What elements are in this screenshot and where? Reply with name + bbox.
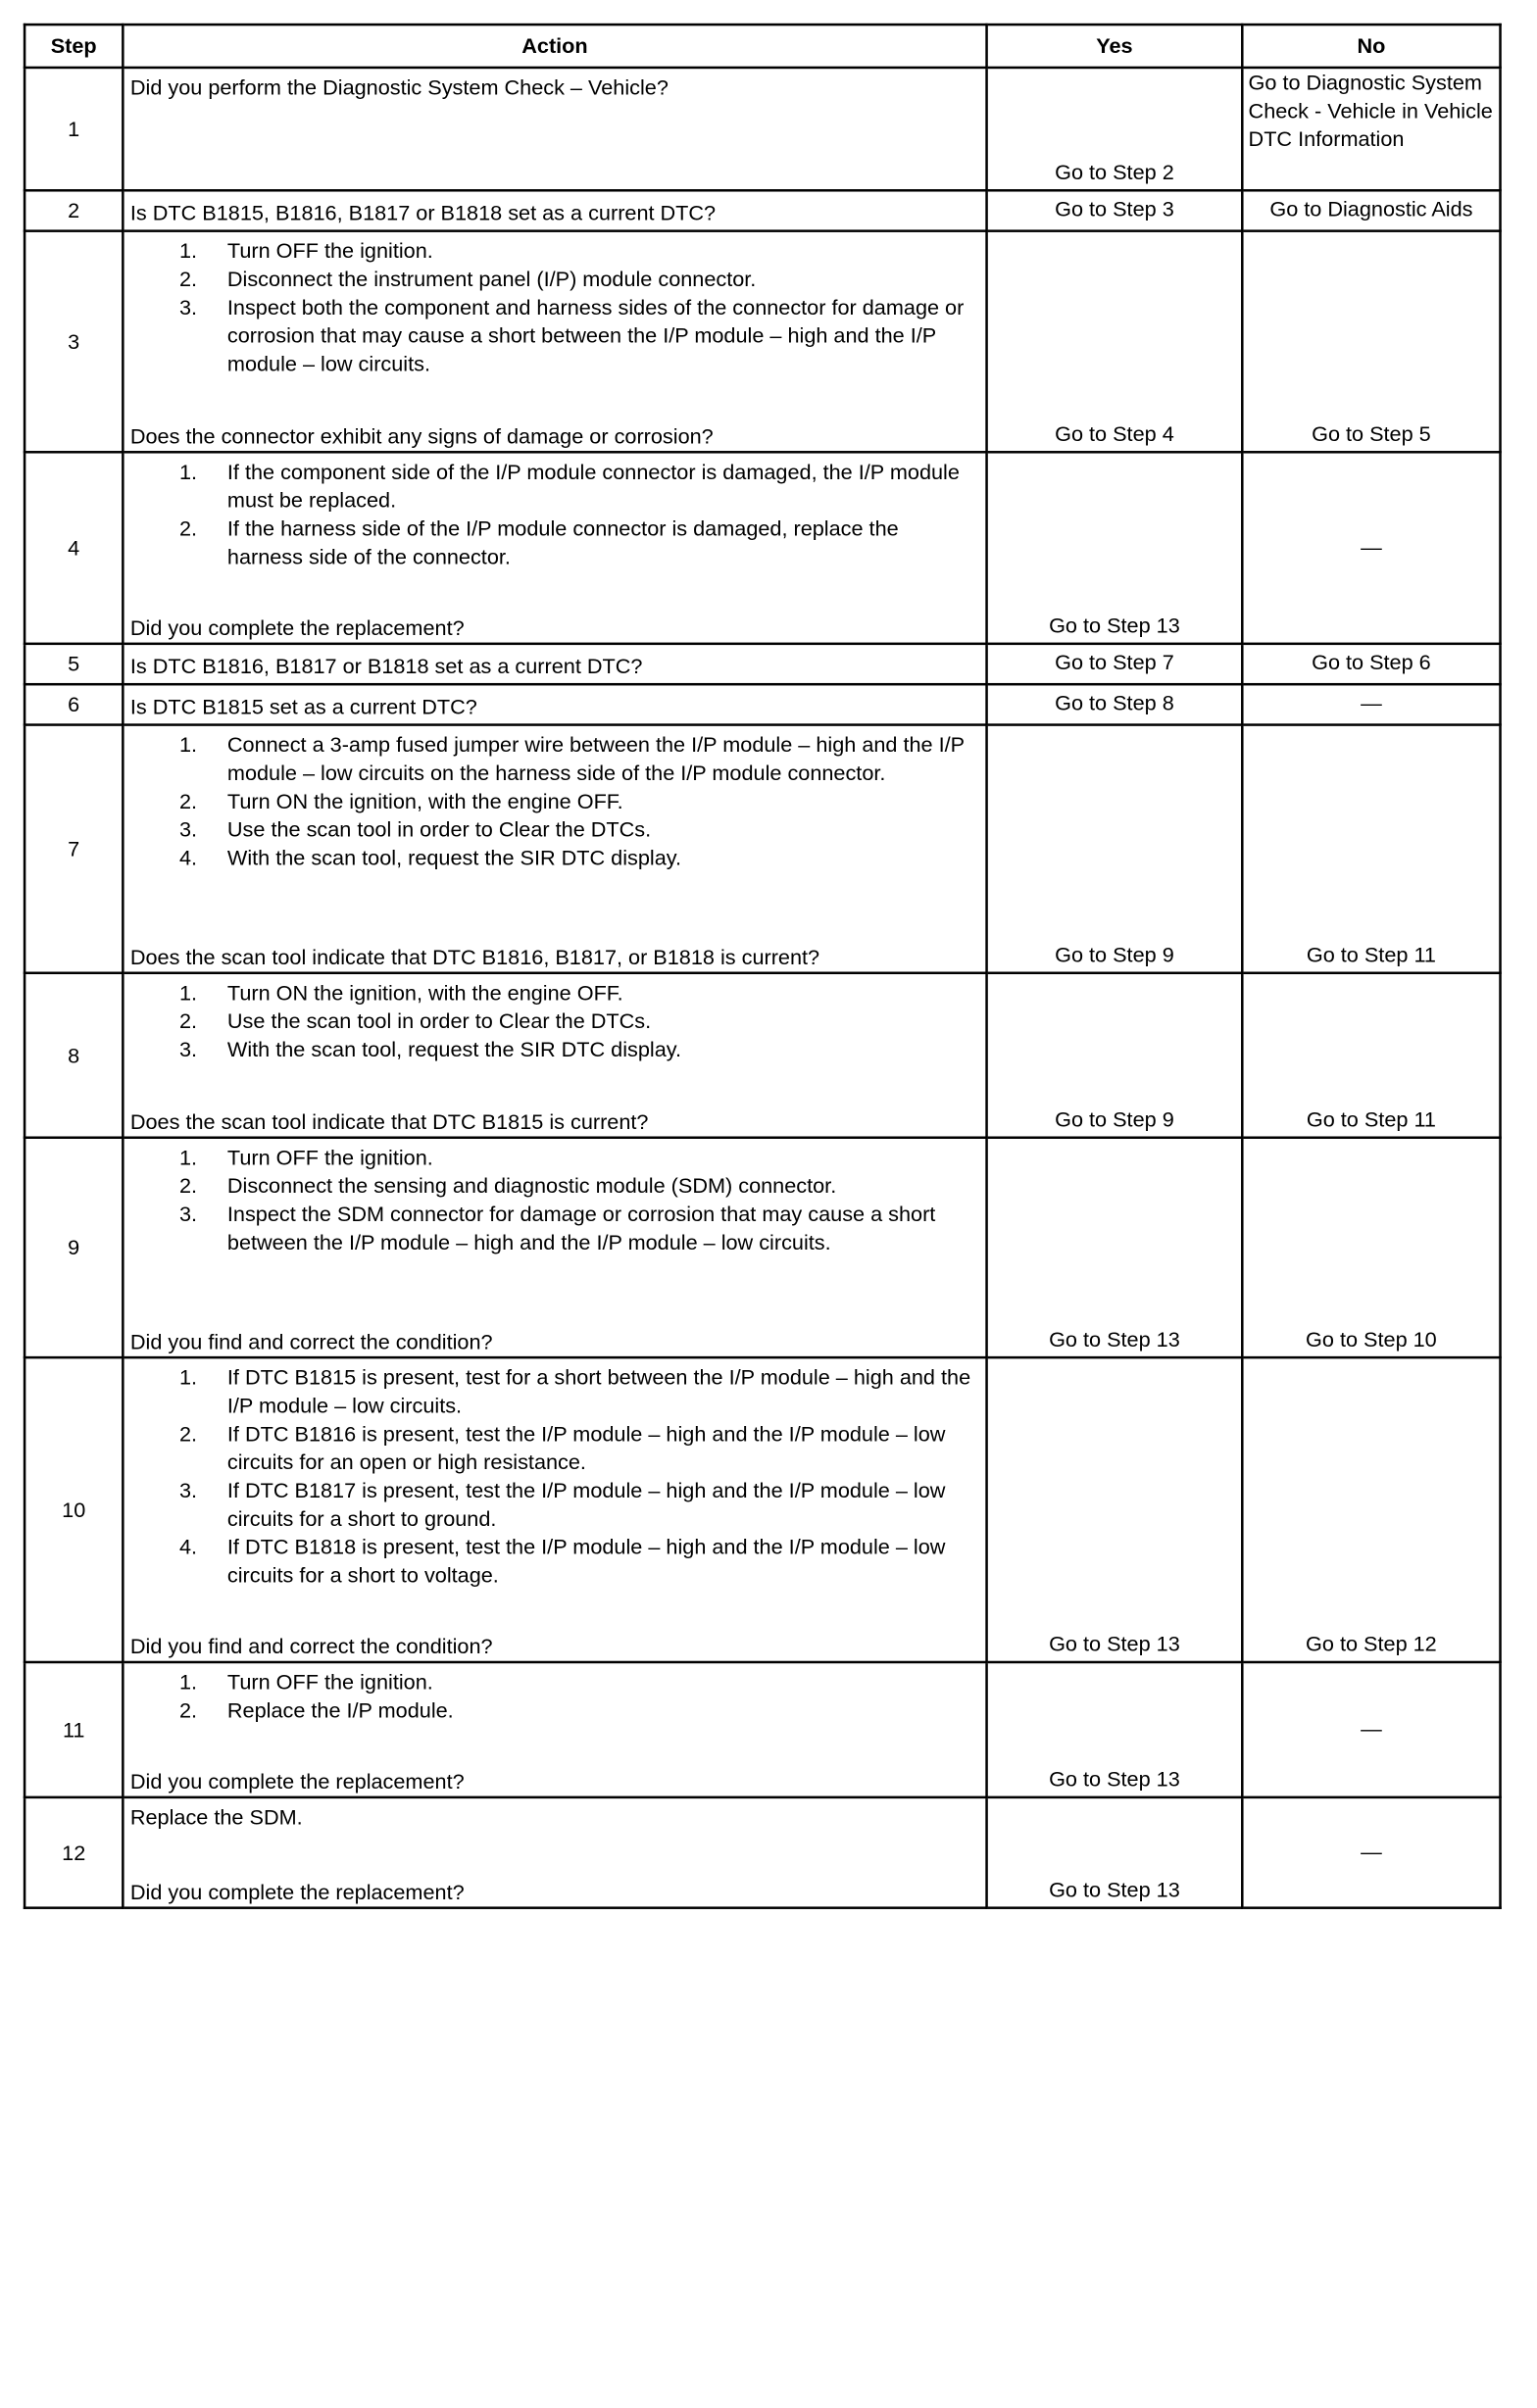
table-body — [25, 68, 1500, 1908]
no-cell — [1242, 1662, 1500, 1797]
no-link[interactable]: Go to Step 5 — [1312, 420, 1431, 447]
no-cell — [1242, 1138, 1500, 1357]
header-step: Step — [25, 25, 123, 68]
action-item — [130, 979, 978, 1007]
step-number: 11 — [25, 1662, 123, 1797]
table-row — [25, 1797, 1500, 1908]
action-item — [130, 844, 978, 872]
no-link: — — [1361, 690, 1382, 715]
no-cell — [1242, 1797, 1500, 1908]
action-cell — [123, 68, 986, 190]
step-number: 10 — [25, 1357, 123, 1662]
action-item-text: With the scan tool, request the SIR DTC display. — [226, 1036, 682, 1062]
action-list — [130, 237, 978, 378]
action-cell — [123, 644, 986, 684]
no-link: — — [1361, 533, 1382, 559]
action-item-number: 1. — [179, 1145, 198, 1170]
header-action: Action — [123, 25, 986, 68]
yes-link[interactable]: Go to Step 4 — [1055, 420, 1174, 447]
action-cell — [123, 190, 986, 230]
no-cell — [1242, 1357, 1500, 1662]
table-row — [25, 1357, 1500, 1662]
action-item — [130, 294, 978, 378]
yes-cell — [987, 1138, 1243, 1357]
action-item-number: 3. — [179, 294, 198, 319]
yes-link[interactable]: Go to Step 13 — [1049, 1766, 1180, 1792]
action-item — [130, 1668, 978, 1696]
action-item-text: If the component side of the I/P module connector is damaged, the I/P module must be replaced. — [226, 459, 960, 513]
action-item-text: If DTC B1815 is present, test for a short between the I/P module – high and the I/P module – low circuits. — [226, 1364, 971, 1418]
action-question: Does the scan tool indicate that DTC B1816, B1817, or B1818 is current? — [129, 944, 820, 970]
yes-link[interactable]: Go to Step 13 — [1049, 613, 1180, 638]
action-cell — [123, 973, 986, 1138]
action-item-number: 2. — [179, 516, 198, 541]
step-number: 5 — [25, 644, 123, 684]
action-item — [130, 1363, 978, 1420]
action-question: Did you perform the Diagnostic System Check – Vehicle? — [129, 74, 669, 100]
step-number: 6 — [25, 684, 123, 724]
action-item-number: 1. — [179, 980, 198, 1006]
action-item — [130, 459, 978, 516]
no-link[interactable]: Go to Step 12 — [1306, 1631, 1437, 1656]
yes-cell — [987, 452, 1243, 644]
action-item-text: Use the scan tool in order to Clear the DTCs. — [226, 1008, 652, 1034]
action-question: Did you complete the replacement? — [129, 1769, 465, 1794]
action-list — [130, 979, 978, 1063]
action-item-text: If DTC B1816 is present, test the I/P module – high and the I/P module – low circuits for an open or high resistance. — [226, 1421, 946, 1475]
action-list — [130, 459, 978, 571]
action-item — [130, 1696, 978, 1725]
action-item-number: 3. — [179, 1477, 198, 1503]
action-item — [130, 1201, 978, 1257]
table-row — [25, 231, 1500, 453]
table-row — [25, 452, 1500, 644]
no-link[interactable]: Go to Step 10 — [1306, 1326, 1437, 1351]
action-list — [130, 1668, 978, 1725]
header-yes: Yes — [987, 25, 1243, 68]
step-number: 9 — [25, 1138, 123, 1357]
action-item — [130, 1533, 978, 1590]
action-item-text: Turn OFF the ignition. — [226, 1669, 433, 1695]
action-item — [130, 1172, 978, 1201]
yes-cell — [987, 190, 1243, 230]
table-row — [25, 1662, 1500, 1797]
yes-link[interactable]: Go to Step 3 — [1055, 196, 1174, 221]
action-item — [130, 1144, 978, 1172]
action-cell — [123, 725, 986, 973]
yes-link[interactable]: Go to Step 9 — [1055, 1106, 1174, 1132]
table-row — [25, 190, 1500, 230]
no-cell — [1242, 68, 1500, 190]
action-item-number: 2. — [179, 788, 198, 813]
table-row — [25, 684, 1500, 724]
step-number: 7 — [25, 725, 123, 973]
action-cell — [123, 684, 986, 724]
yes-cell — [987, 1662, 1243, 1797]
action-item-text: Replace the I/P module. — [226, 1697, 454, 1723]
yes-cell — [987, 725, 1243, 973]
action-item-text: If the harness side of the I/P module connector is damaged, replace the harness side of the connector. — [226, 516, 899, 569]
action-item-number: 1. — [179, 459, 198, 484]
yes-cell — [987, 231, 1243, 453]
yes-link[interactable]: Go to Step 13 — [1049, 1326, 1180, 1351]
action-question: Did you find and correct the condition? — [129, 1329, 493, 1354]
yes-cell — [987, 1357, 1243, 1662]
action-item-number: 3. — [179, 816, 198, 842]
yes-link[interactable]: Go to Step 13 — [1049, 1631, 1180, 1656]
action-question: Is DTC B1815 set as a current DTC? — [129, 694, 477, 719]
no-cell — [1242, 452, 1500, 644]
action-item-text: If DTC B1817 is present, test the I/P module – high and the I/P module – low circuits for a short to ground. — [226, 1477, 946, 1531]
action-cell — [123, 1357, 986, 1662]
action-item-text: Connect a 3-amp fused jumper wire between the I/P module – high and the I/P module – low circuits on the harness side of the I/P module connector. — [226, 732, 965, 785]
table-row — [25, 644, 1500, 684]
action-item — [130, 1420, 978, 1477]
yes-link[interactable]: Go to Step 8 — [1055, 690, 1174, 715]
yes-cell — [987, 684, 1243, 724]
action-item-number: 2. — [179, 1008, 198, 1034]
no-link[interactable]: Go to Diagnostic Aids — [1269, 196, 1473, 221]
no-link: — — [1361, 1838, 1382, 1863]
action-item-text: Turn OFF the ignition. — [226, 1145, 433, 1170]
action-question: Did you complete the replacement? — [129, 615, 465, 641]
yes-cell — [987, 644, 1243, 684]
step-number: 1 — [25, 68, 123, 190]
action-cell — [123, 1797, 986, 1908]
action-item-number: 1. — [179, 1364, 198, 1390]
yes-cell — [987, 1797, 1243, 1908]
no-cell — [1242, 644, 1500, 684]
table-row — [25, 1138, 1500, 1357]
no-link[interactable]: Go to Diagnostic System Check - Vehicle in Vehicle DTC Information — [1248, 70, 1493, 152]
no-link: — — [1361, 1715, 1382, 1741]
action-item — [130, 787, 978, 815]
action-list — [130, 731, 978, 872]
action-list — [130, 1363, 978, 1590]
no-link[interactable]: Go to Step 11 — [1306, 942, 1436, 967]
yes-link[interactable]: Go to Step 7 — [1055, 650, 1174, 675]
action-item-number: 1. — [179, 732, 198, 758]
action-item-number: 2. — [179, 1421, 198, 1447]
step-number: 3 — [25, 231, 123, 453]
action-cell — [123, 231, 986, 453]
action-item — [130, 815, 978, 844]
action-item-number: 1. — [179, 238, 198, 264]
action-item-number: 2. — [179, 267, 198, 292]
action-item-text: If DTC B1818 is present, test the I/P module – high and the I/P module – low circuits for a short to voltage. — [226, 1534, 946, 1588]
action-question: Does the connector exhibit any signs of damage or corrosion? — [129, 423, 714, 449]
action-item-number: 2. — [179, 1173, 198, 1199]
action-item — [130, 1036, 978, 1064]
action-question: Did you complete the replacement? — [129, 1879, 465, 1904]
no-cell — [1242, 725, 1500, 973]
no-cell — [1242, 684, 1500, 724]
table-row — [25, 725, 1500, 973]
action-item — [130, 731, 978, 788]
action-item-number: 2. — [179, 1697, 198, 1723]
action-item-text: Use the scan tool in order to Clear the DTCs. — [226, 816, 652, 842]
action-item-text: Turn ON the ignition, with the engine OFF. — [226, 788, 623, 813]
action-question: Is DTC B1816, B1817 or B1818 set as a current DTC? — [129, 653, 643, 678]
yes-link[interactable]: Go to Step 9 — [1055, 942, 1174, 967]
action-item-number: 1. — [179, 1669, 198, 1695]
action-item-number: 4. — [179, 1534, 198, 1559]
step-number: 12 — [25, 1797, 123, 1908]
action-item-number: 3. — [179, 1036, 198, 1062]
yes-link[interactable]: Go to Step 2 — [1055, 159, 1174, 185]
action-item-number: 3. — [179, 1201, 198, 1226]
header-no: No — [1242, 25, 1500, 68]
step-number: 4 — [25, 452, 123, 644]
table-row — [25, 973, 1500, 1138]
action-item — [130, 266, 978, 294]
action-item-text: Turn ON the ignition, with the engine OFF. — [226, 980, 623, 1006]
action-item — [130, 237, 978, 266]
no-cell — [1242, 231, 1500, 453]
action-cell — [123, 1662, 986, 1797]
action-cell — [123, 1138, 986, 1357]
action-item — [130, 515, 978, 571]
action-item-text: With the scan tool, request the SIR DTC display. — [226, 845, 682, 870]
action-item-text: Inspect the SDM connector for damage or corrosion that may cause a short between the I/P module – high and the I/P module – low circuits. — [226, 1201, 936, 1254]
yes-cell — [987, 68, 1243, 190]
action-question: Is DTC B1815, B1816, B1817 or B1818 set as a current DTC? — [129, 200, 717, 225]
yes-cell — [987, 973, 1243, 1138]
yes-link[interactable]: Go to Step 13 — [1049, 1877, 1180, 1902]
action-item-text: Inspect both the component and harness sides of the connector for damage or corrosion that may cause a short between the I/P module – high and the I/P module – low circuits. — [226, 294, 965, 376]
action-question: Does the scan tool indicate that DTC B1815 is current? — [129, 1108, 649, 1134]
no-link[interactable]: Go to Step 6 — [1312, 650, 1431, 675]
action-item-number: 4. — [179, 845, 198, 870]
no-link[interactable]: Go to Step 11 — [1306, 1106, 1436, 1132]
step-number: 2 — [25, 190, 123, 230]
action-item-text: Turn OFF the ignition. — [226, 238, 433, 264]
action-cell — [123, 452, 986, 644]
action-lead: Replace the SDM. — [129, 1804, 303, 1830]
no-cell — [1242, 973, 1500, 1138]
action-list — [130, 1144, 978, 1256]
action-item-text: Disconnect the sensing and diagnostic module (SDM) connector. — [226, 1173, 837, 1199]
action-item — [130, 1007, 978, 1036]
no-cell — [1242, 190, 1500, 230]
action-item-text: Disconnect the instrument panel (I/P) module connector. — [226, 267, 757, 292]
diagnostic-table — [24, 24, 1502, 1909]
step-number: 8 — [25, 973, 123, 1138]
table-row — [25, 68, 1500, 190]
header-row — [25, 25, 1500, 68]
action-item — [130, 1477, 978, 1534]
action-question: Did you find and correct the condition? — [129, 1634, 493, 1659]
